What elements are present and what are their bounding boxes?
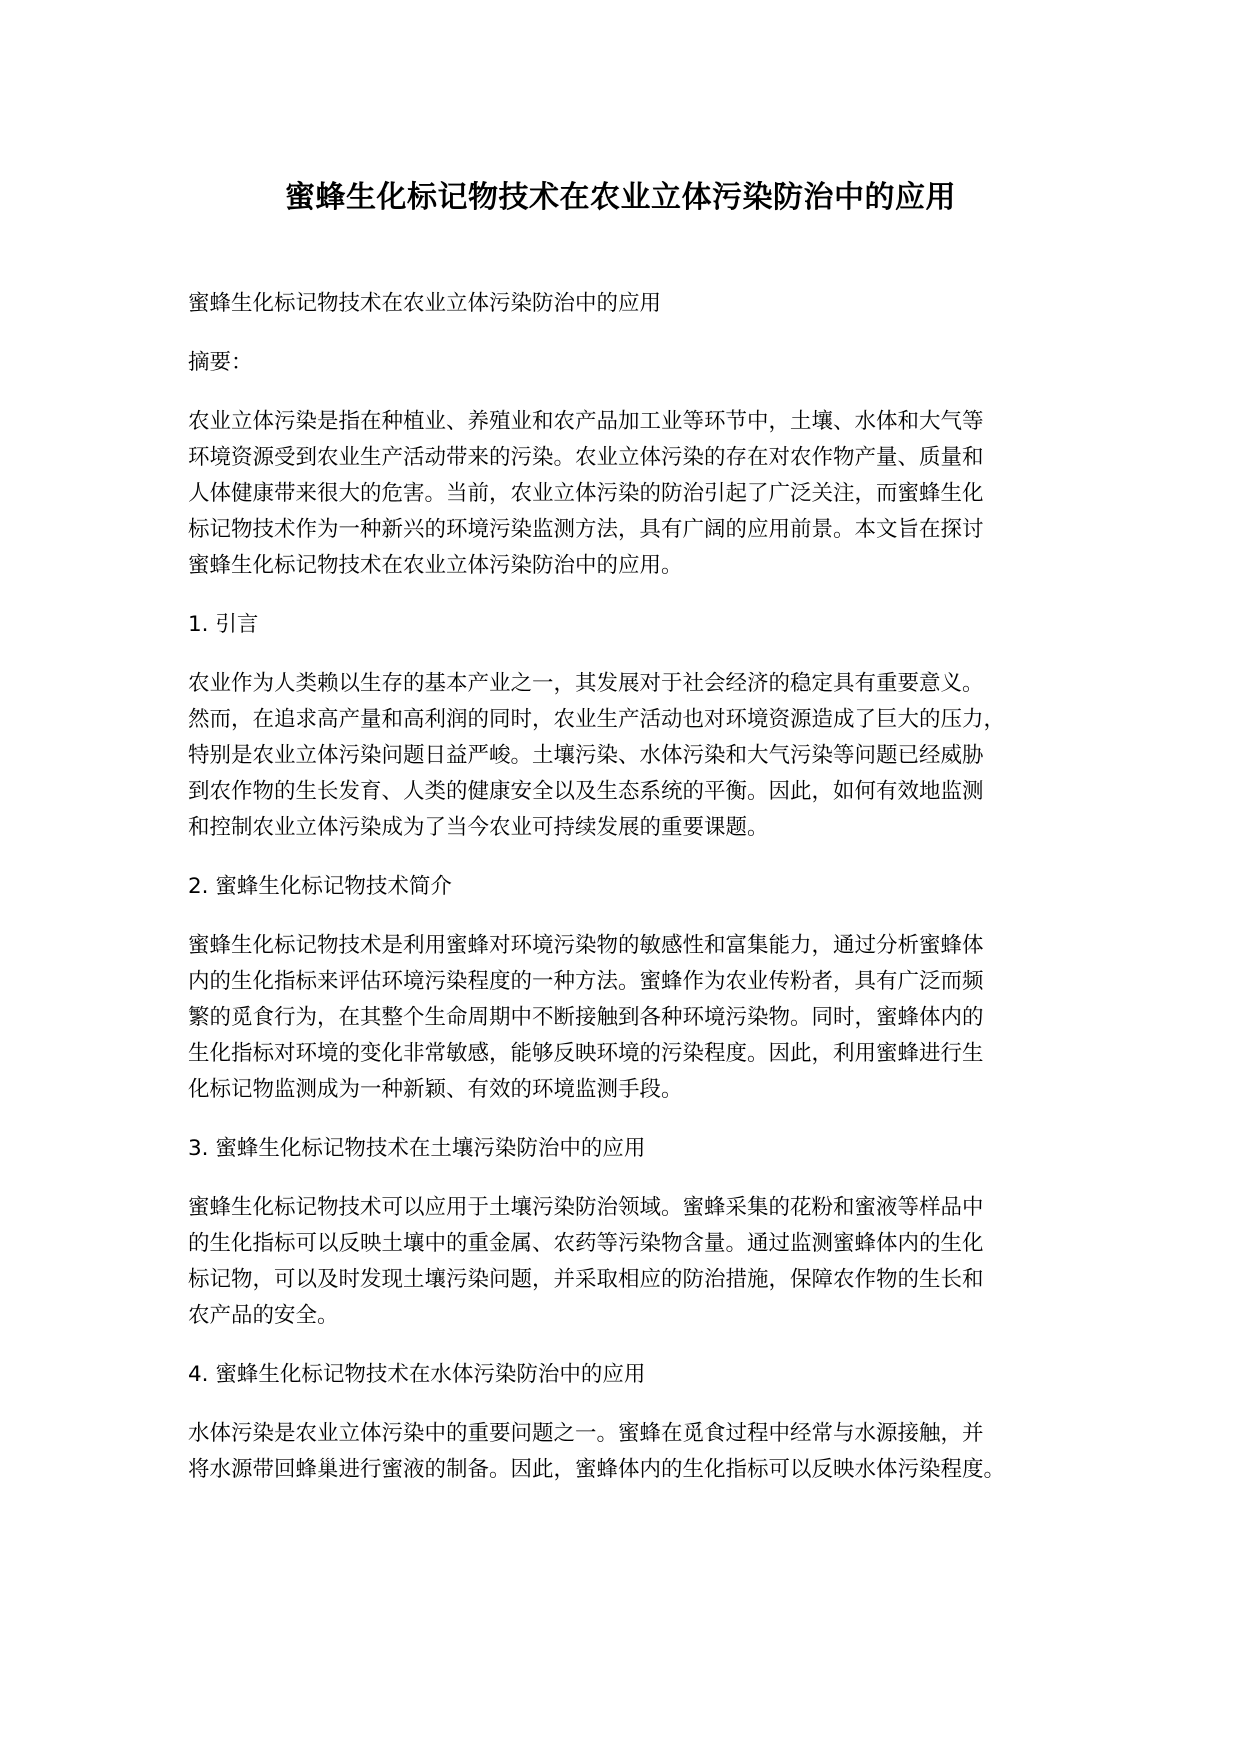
abstract-line: 人体健康带来很大的危害。当前，农业立体污染的防治引起了广泛关注，而蜜蜂生化 (188, 481, 984, 506)
document-title: 蜜蜂生化标记物技术在农业立体污染防治中的应用 (285, 180, 956, 215)
section-3-paragraph (188, 1190, 1078, 1334)
section-3-line: 农产品的安全。 (188, 1303, 339, 1328)
section-4-line: 将水源带回蜂巢进行蜜液的制备。因此，蜜蜂体内的生化指标可以反映水体污染程度。 (188, 1457, 1006, 1482)
section-4-line: 水体污染是农业立体污染中的重要问题之一。蜜蜂在觅食过程中经常与水源接触，并 (188, 1421, 984, 1446)
abstract-line: 蜜蜂生化标记物技术在农业立体污染防治中的应用。 (188, 553, 683, 578)
section-3-line: 的生化指标可以反映土壤中的重金属、农药等污染物含量。通过监测蜜蜂体内的生化 (188, 1231, 984, 1256)
section-1-line: 然而，在追求高产量和高利润的同时，农业生产活动也对环境资源造成了巨大的压力， (188, 707, 1006, 732)
abstract-paragraph (188, 404, 1078, 584)
section-3-line: 蜜蜂生化标记物技术可以应用于土壤污染防治领域。蜜蜂采集的花粉和蜜液等样品中 (188, 1195, 984, 1220)
section-2-line: 内的生化指标来评估环境污染程度的一种方法。蜜蜂作为农业传粉者，具有广泛而频 (188, 969, 984, 994)
section-2-heading: 2. 蜜蜂生化标记物技术简介 (188, 874, 452, 899)
section-2-line: 生化指标对环境的变化非常敏感，能够反映环境的污染程度。因此，利用蜜蜂进行生 (188, 1041, 984, 1066)
section-2-paragraph (188, 928, 1078, 1108)
document-body (188, 286, 1078, 1511)
abstract-line: 环境资源受到农业生产活动带来的污染。农业立体污染的存在对农作物产量、质量和 (188, 445, 984, 470)
section-3-heading: 3. 蜜蜂生化标记物技术在土壤污染防治中的应用 (188, 1136, 646, 1161)
section-2-line: 化标记物监测成为一种新颖、有效的环境监测手段。 (188, 1077, 683, 1102)
section-1-paragraph (188, 666, 1078, 846)
section-2-line: 繁的觅食行为，在其整个生命周期中不断接触到各种环境污染物。同时，蜜蜂体内的 (188, 1005, 984, 1030)
section-1-line: 和控制农业立体污染成为了当今农业可持续发展的重要课题。 (188, 815, 769, 840)
section-1-line: 特别是农业立体污染问题日益严峻。土壤污染、水体污染和大气污染等问题已经威胁 (188, 743, 984, 768)
section-1-heading: 1. 引言 (188, 612, 259, 637)
section-2-line: 蜜蜂生化标记物技术是利用蜜蜂对环境污染物的敏感性和富集能力，通过分析蜜蜂体 (188, 933, 984, 958)
section-4-paragraph (188, 1416, 1078, 1488)
abstract-line: 农业立体污染是指在种植业、养殖业和农产品加工业等环节中，土壤、水体和大气等 (188, 409, 984, 434)
document-subtitle: 蜜蜂生化标记物技术在农业立体污染防治中的应用 (188, 291, 662, 316)
section-3-line: 标记物，可以及时发现土壤污染问题，并采取相应的防治措施，保障农作物的生长和 (188, 1267, 984, 1292)
abstract-line: 标记物技术作为一种新兴的环境污染监测方法，具有广阔的应用前景。本文旨在探讨 (188, 517, 984, 542)
abstract-label: 摘要： (188, 350, 253, 375)
section-4-heading: 4. 蜜蜂生化标记物技术在水体污染防治中的应用 (188, 1362, 646, 1387)
section-1-line: 到农作物的生长发育、人类的健康安全以及生态系统的平衡。因此，如何有效地监测 (188, 779, 984, 804)
section-1-line: 农业作为人类赖以生存的基本产业之一，其发展对于社会经济的稳定具有重要意义。 (188, 671, 984, 696)
